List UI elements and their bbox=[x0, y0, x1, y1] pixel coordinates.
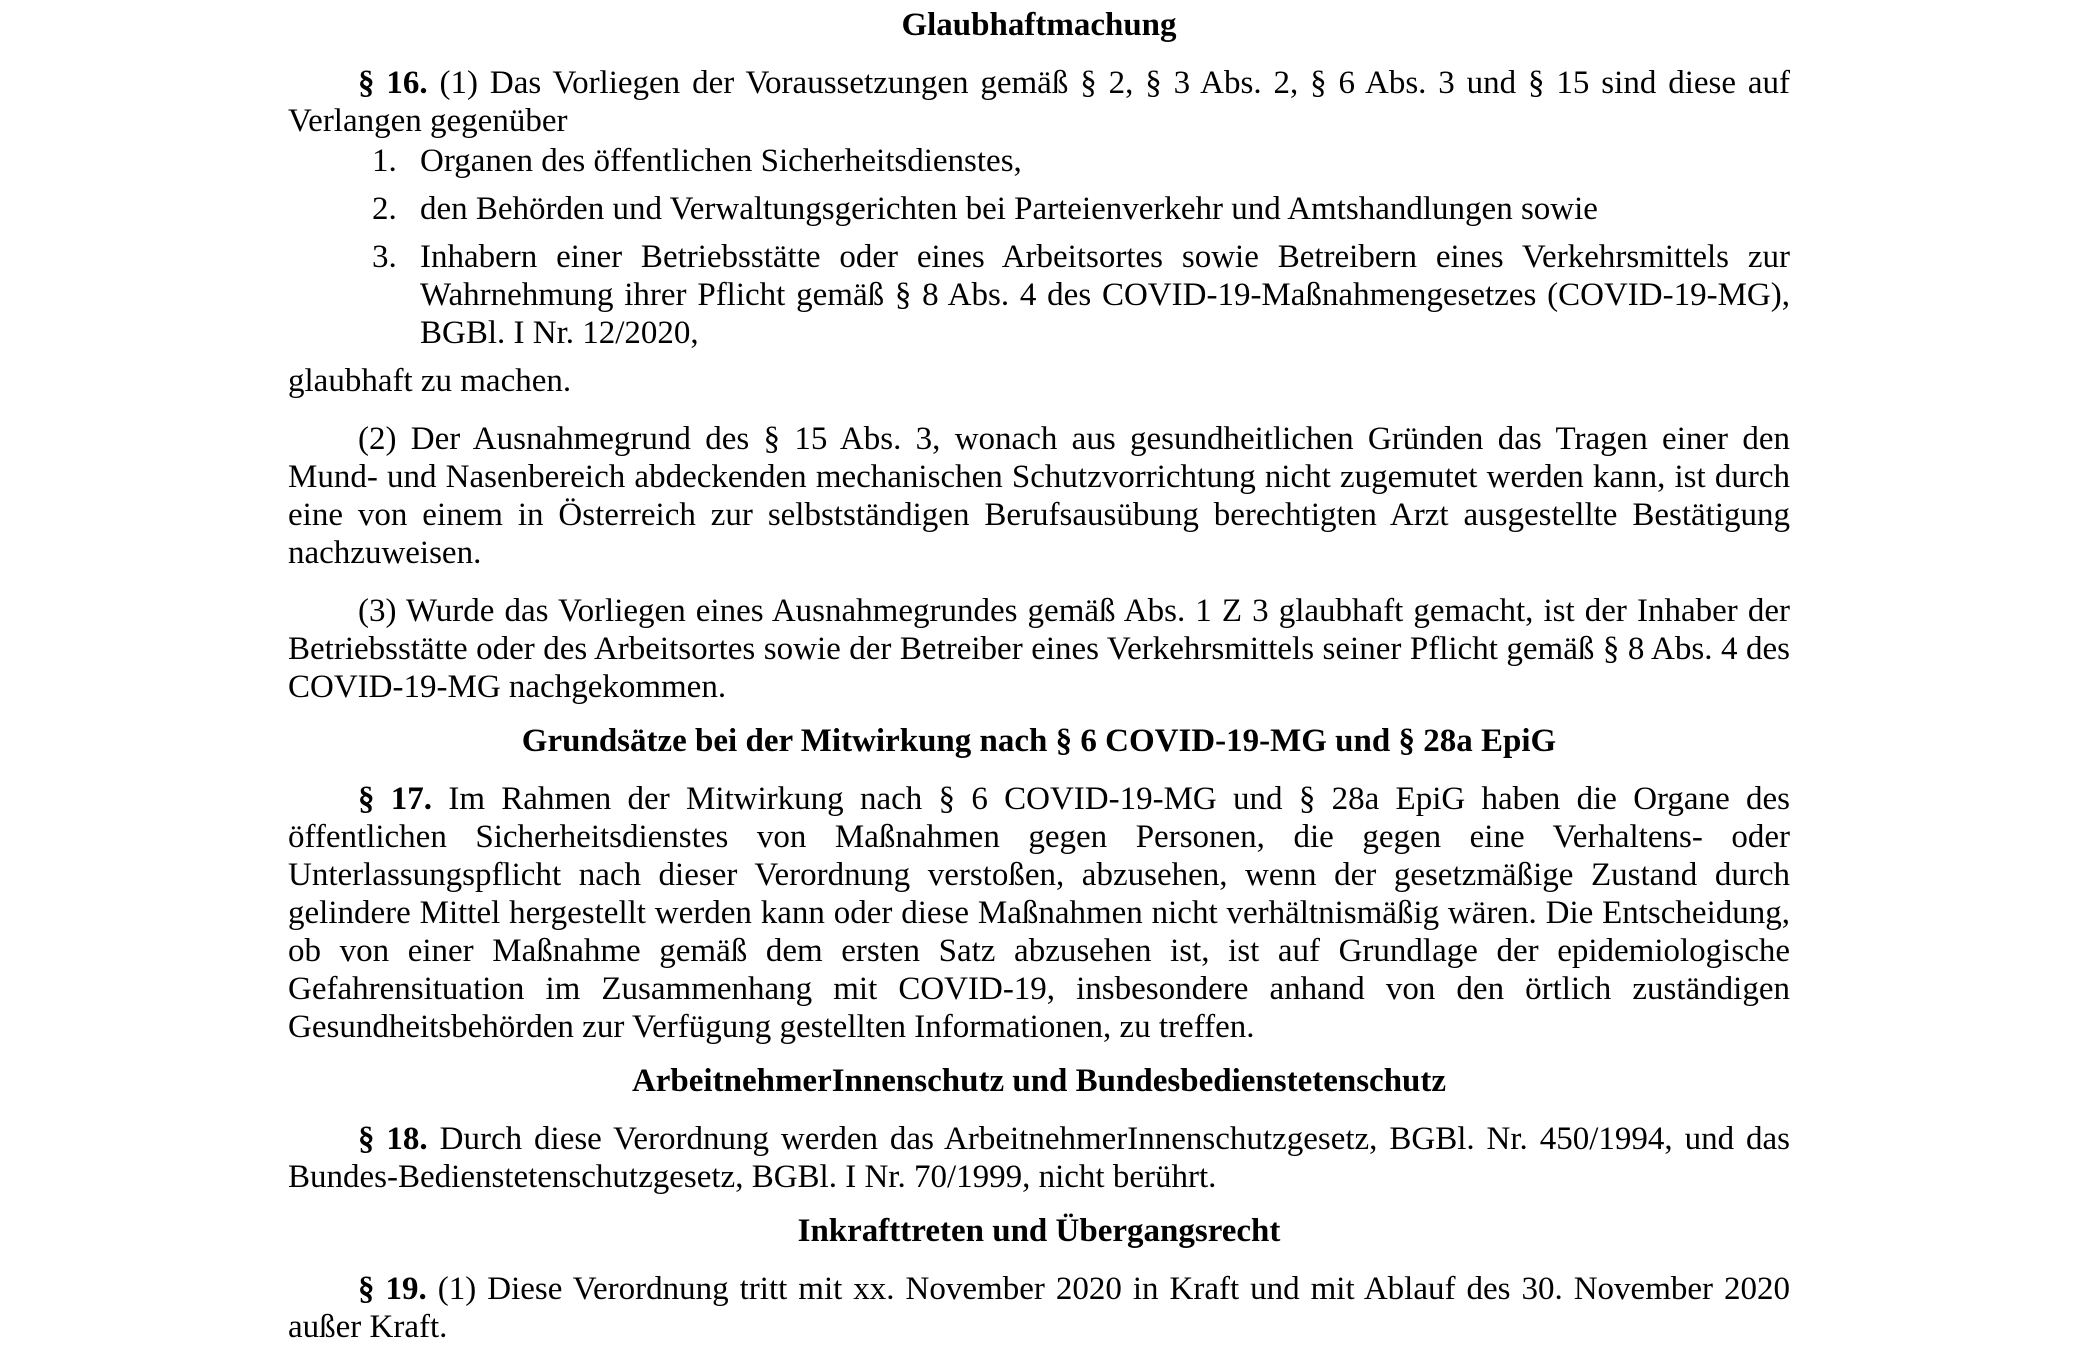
section-number-16: § 16. bbox=[358, 65, 428, 101]
section-heading-arbeitnehmerschutz: ArbeitnehmerInnenschutz und Bundesbedienstetenschutz bbox=[631, 1063, 1447, 1099]
section-number-17: § 17. bbox=[358, 781, 433, 817]
list-item-3 bbox=[288, 238, 1790, 352]
paragraph-16-abs1 bbox=[288, 64, 1790, 140]
ordered-list-16 bbox=[288, 142, 1790, 352]
section-heading-inkrafttreten: Inkrafttreten und Übergangsrecht bbox=[797, 1213, 1281, 1249]
document-page bbox=[288, 6, 1790, 1346]
section-heading-grundsaetze: Grundsätze bei der Mitwirkung nach § 6 COVID-19-MG und § 28a EpiG bbox=[521, 723, 1557, 759]
list-item-2-text: den Behörden und Verwaltungsgerichten bei Parteienverkehr und Amtshandlungen sowie bbox=[420, 191, 1598, 227]
section-number-19: § 19. bbox=[358, 1271, 427, 1307]
paragraph-19 bbox=[288, 1270, 1790, 1346]
paragraph-16-abs2: (2) Der Ausnahmegrund des § 15 Abs. 3, wonach aus gesundheitlichen Gründen das Tragen einer den Mund- und Nasenbereich abdeckenden mechanischen Schutzvorrichtung nicht zugemutet werden kann, ist durch eine von einem in Österreich zur selbstständigen Berufsausübung berechtigten Arzt ausgestellte Bestätigung nachzuweisen. bbox=[288, 421, 1790, 571]
section-number-18: § 18. bbox=[358, 1121, 428, 1157]
list-item-1-text: Organen des öffentlichen Sicherheitsdienstes, bbox=[420, 143, 1022, 179]
list-item-2-number: 2. bbox=[372, 191, 397, 227]
paragraph-16-abs1-closing: glaubhaft zu machen. bbox=[288, 363, 572, 399]
list-item-3-number: 3. bbox=[372, 239, 397, 275]
list-item-1-number: 1. bbox=[372, 143, 397, 179]
list-item-1 bbox=[288, 142, 1790, 180]
list-item-3-text: Inhabern einer Betriebsstätte oder eines Arbeitsortes sowie Betreibern eines Verkehrsmittels zur Wahrnehmung ihrer Pflicht gemäß § 8 Abs. 4 des COVID-19-Maßnahmengesetzes (COVID-19-MG), BGBl. I Nr. 12/2020, bbox=[420, 239, 1790, 351]
section-heading-glaubhaftmachung: Glaubhaftmachung bbox=[901, 7, 1177, 43]
paragraph-18-text: Durch diese Verordnung werden das ArbeitnehmerInnenschutzgesetz, BGBl. Nr. 450/1994, und das Bundes-Bedienstetenschutzgesetz, BGBl. I Nr. 70/1999, nicht berührt. bbox=[288, 1121, 1791, 1195]
list-item-2 bbox=[288, 190, 1790, 228]
paragraph-17 bbox=[288, 780, 1790, 1046]
paragraph-18 bbox=[288, 1120, 1790, 1196]
paragraph-16-abs1-text: (1) Das Vorliegen der Voraussetzungen gemäß § 2, § 3 Abs. 2, § 6 Abs. 3 und § 15 sind diese auf Verlangen gegenüber bbox=[288, 65, 1791, 139]
paragraph-19-text: (1) Diese Verordnung tritt mit xx. November 2020 in Kraft und mit Ablauf des 30. November 2020 außer Kraft. bbox=[288, 1271, 1791, 1345]
paragraph-17-text: Im Rahmen der Mitwirkung nach § 6 COVID-19-MG und § 28a EpiG haben die Organe des öffentlichen Sicherheitsdienstes von Maßnahmen gegen Personen, die gegen eine Verhaltens- oder Unterlassungspflicht nach dieser Verordnung verstoßen, abzusehen, wenn der gesetzmäßige Zustand durch gelindere Mittel hergestellt werden kann oder diese Maßnahmen nicht verhältnismäßig wären. Die Entscheidung, ob von einer Maßnahme gemäß dem ersten Satz abzusehen ist, ist auf Grundlage der epidemiologische Gefahrensituation im Zusammenhang mit COVID-19, insbesondere anhand von den örtlich zuständigen Gesundheitsbehörden zur Verfügung gestellten Informationen, zu treffen. bbox=[288, 781, 1790, 1045]
paragraph-16-abs3: (3) Wurde das Vorliegen eines Ausnahmegrundes gemäß Abs. 1 Z 3 glaubhaft gemacht, ist der Inhaber der Betriebsstätte oder des Arbeitsortes sowie der Betreiber eines Verkehrsmittels seiner Pflicht gemäß § 8 Abs. 4 des COVID-19-MG nachgekommen. bbox=[288, 593, 1790, 705]
